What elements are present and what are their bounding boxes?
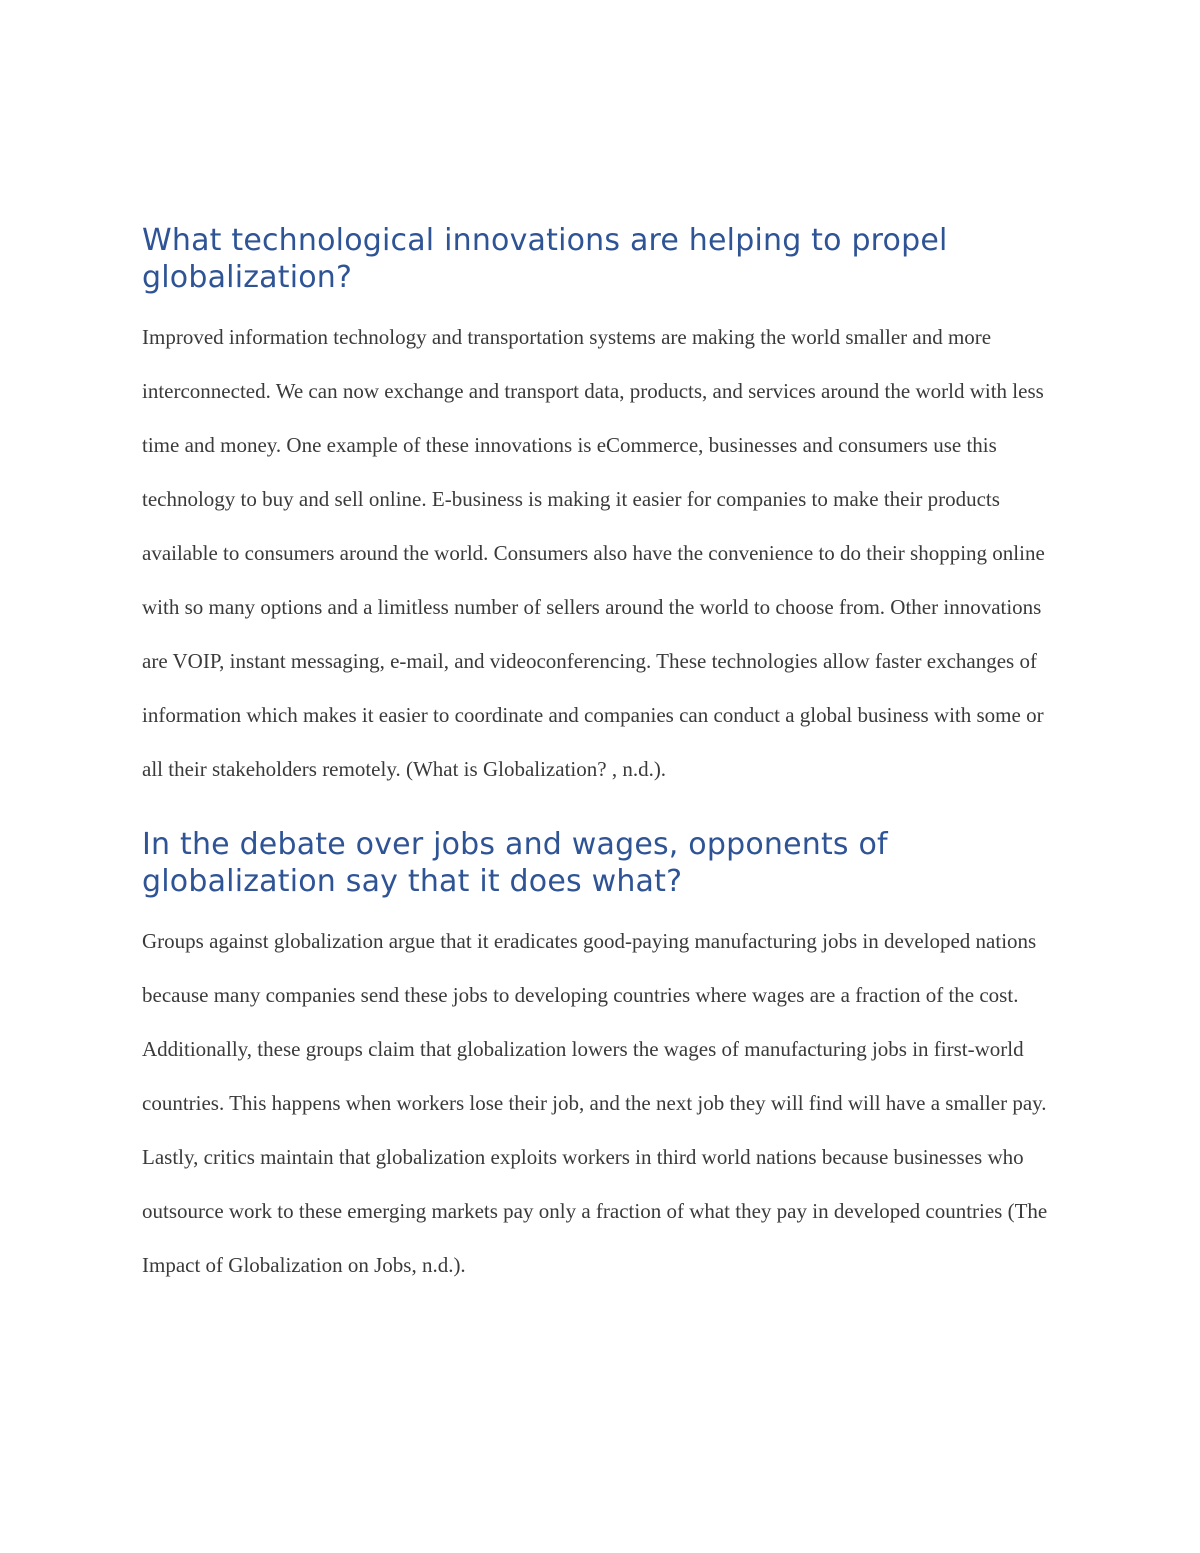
section-paragraph-jobs-and-wages: Groups against globalization argue that it eradicates good-paying manufacturing jobs in developed nations because many companies send these jobs to developing countries where wages are a fraction of the cost. Additionally, these groups claim that globalization lowers the wages of manufacturing jobs in first-world countries. This happens when workers lose their job, and the next job they will find will have a smaller pay. Lastly, critics maintain that globalization exploits workers in third world nations because businesses who outsource work to these emerging markets pay only a fraction of what they pay in developed countries (The Impact of Globalization on Jobs, n.d.).	[142, 929, 1048, 1277]
section-heading-technological-innovations: What technological innovations are helping to propel globalization?	[142, 223, 948, 295]
document-content	[142, 222, 1062, 1292]
section-paragraph-technological-innovations: Improved information technology and transportation systems are making the world smaller and more interconnected. We can now exchange and transport data, products, and services around the world with less time and money. One example of these innovations is eCommerce, businesses and consumers use this technology to buy and sell online. E-business is making it easier for companies to make their products available to consumers around the world. Consumers also have the convenience to do their shopping online with so many options and a limitless number of sellers around the world to choose from. Other innovations are VOIP, instant messaging, e-mail, and videoconferencing. These technologies allow faster exchanges of information which makes it easier to coordinate and companies can conduct a global business with some or all their stakeholders remotely. (What is Globalization? , n.d.).	[142, 325, 1045, 781]
section-heading-jobs-and-wages: In the debate over jobs and wages, opponents of globalization say that it does what?	[142, 827, 888, 899]
